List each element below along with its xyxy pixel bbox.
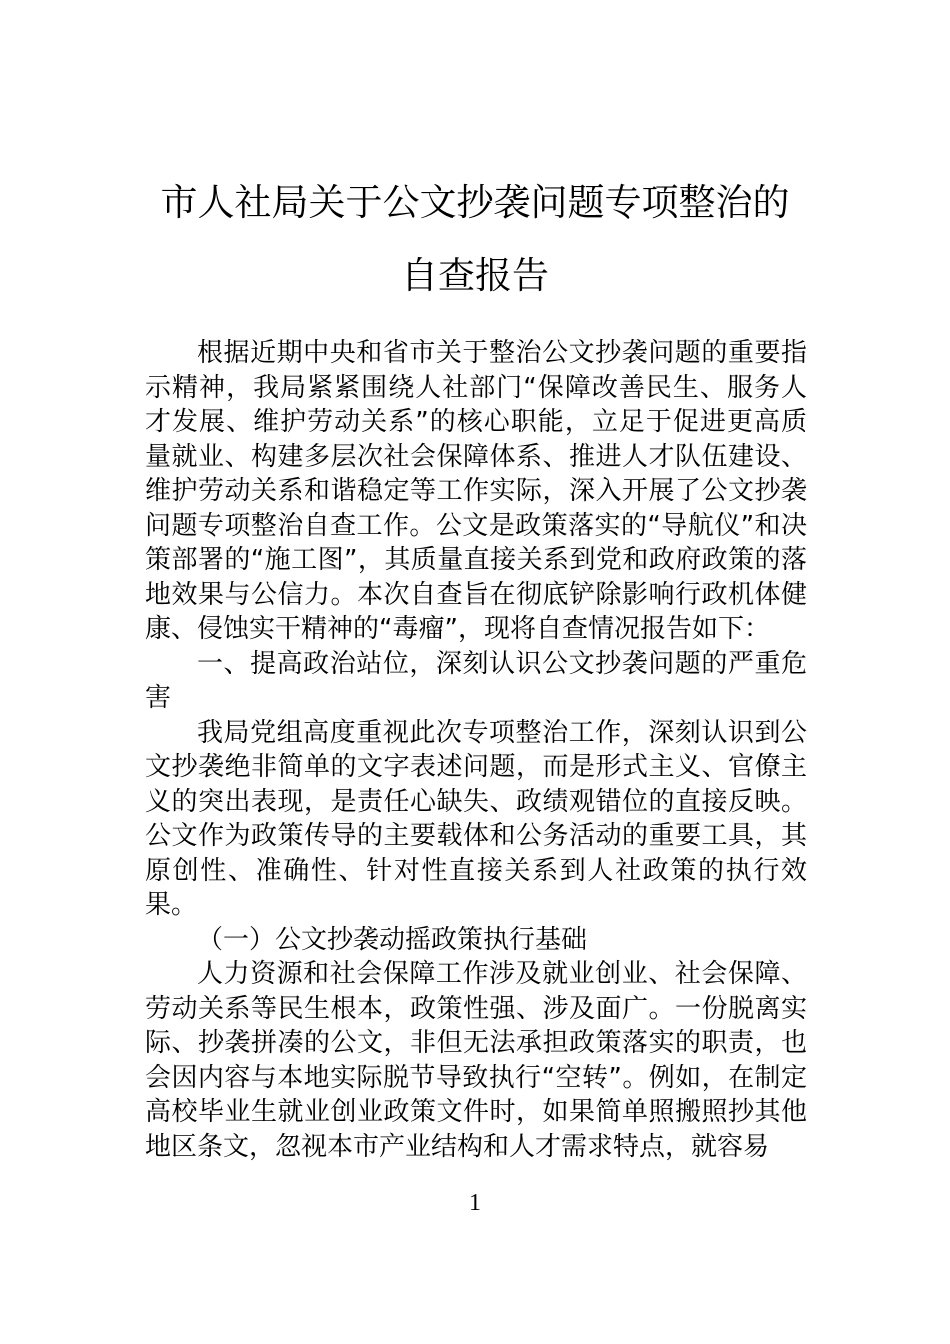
intro-paragraph: 根据近期中央和省市关于整治公文抄袭问题的重要指示精神，我局紧紧围绕人社部门“保障改善民生、服务人才发展、维护劳动关系”的核心职能，立足于促进更高质量就业、构建多层次社会保障体系、推进人才队伍建设、维护劳动关系和谐稳定等工作实际，深入开展了公文抄袭问题专项整治自查工作。公文是政策落实的“导航仪”和决策部署的“施工图”，其质量直接关系到党和政府政策的落地效果与公信力。本次自查旨在彻底铲除影响行政机体健康、侵蚀实干精神的“毒瘤”，现将自查情况报告如下： [145,338,807,644]
section-heading-1: 一、提高政治站位，深刻认识公文抄袭问题的严重危害 [145,648,807,713]
subsection-1-paragraph: 人力资源和社会保障工作涉及就业创业、社会保障、劳动关系等民生根本，政策性强、涉及面广。一份脱离实际、抄袭拼凑的公文，非但无法承担政策落实的职责，也会因内容与本地实际脱节导致执行“空转”。例如，在制定高校毕业生就业创业政策文件时，如果简单照搬照抄其他地区条文，忽视本市产业结构和人才需求特点，就容易 [145,959,807,1162]
document-title: 市人社局关于公文抄袭问题专项整治的自查报告 [160,181,790,297]
document-body [145,336,807,1164]
section-1-paragraph: 我局党组高度重视此次专项整治工作，深刻认识到公文抄袭绝非简单的文字表述问题，而是形式主义、官僚主义的突出表现，是责任心缺失、政绩观错位的直接反映。公文作为政策传导的主要载体和公务活动的重要工具，其原创性、准确性、针对性直接关系到人社政策的执行效果。 [145,717,807,920]
subsection-heading-1: （一）公文抄袭动摇政策执行基础 [197,924,588,955]
page-number: 1 [469,1190,481,1216]
